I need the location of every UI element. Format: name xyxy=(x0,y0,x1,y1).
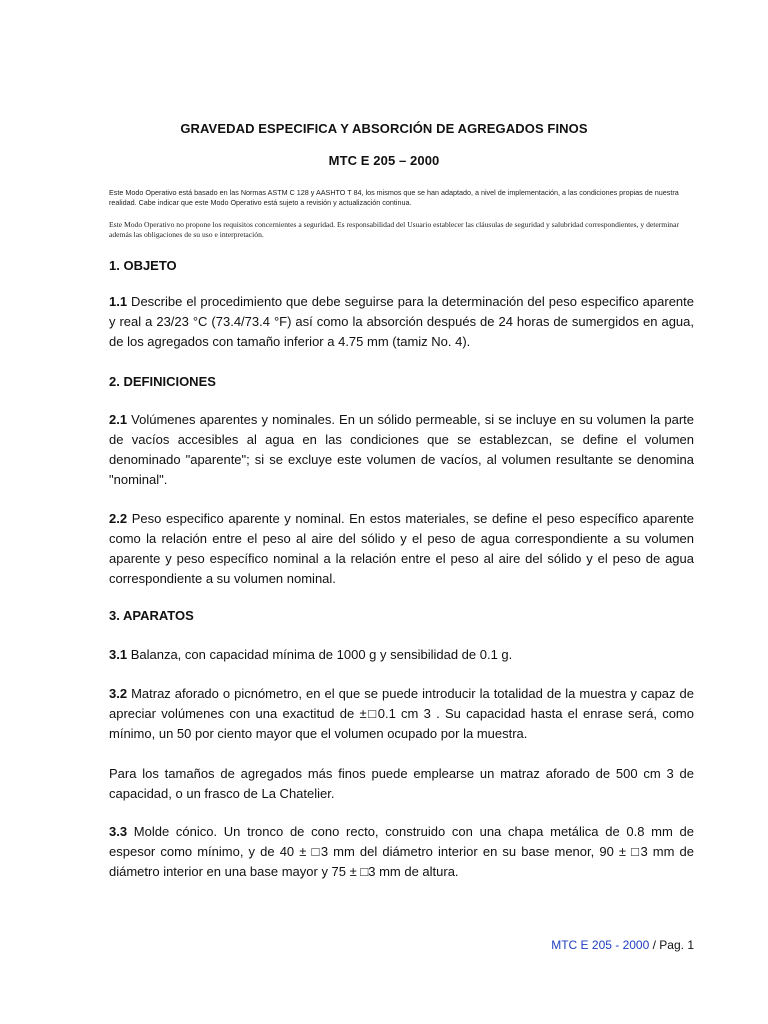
paragraph-number: 3.2 xyxy=(109,686,128,701)
paragraph-text: Peso especifico aparente y nominal. En estos materiales, se define el peso específico aparente como la relación entre el peso al aire del sólido y el peso de agua correspondiente a su volumen aparente y peso específico nominal a la relación entre el peso al aire del sólido y el peso de agua correspondiente a su volumen nominal. xyxy=(109,511,694,586)
section-3-heading: 3. APARATOS xyxy=(109,608,194,623)
paragraph-text: Matraz aforado o picnómetro, en el que se puede introducir la totalidad de la muestra y capaz de apreciar volúmenes con una exactitud de ±□0.1 cm 3 . Su capacidad hasta el enrase será, como mínimo, un 50 por ciento mayor que el volumen ocupado por la muestra. xyxy=(109,686,694,741)
scope-note: Este Modo Operativo está basado en las Normas ASTM C 128 y AASHTO T 84, los mismos que se han adaptado, a nivel de implementación, a las condiciones propias de nuestra realidad. Cabe indicar que este Modo Operativo está sujeto a revisión y actualización continua. xyxy=(109,188,679,207)
paragraph-number: 3.1 xyxy=(109,647,128,662)
paragraph-3-3 xyxy=(109,822,694,882)
document-code: MTC E 205 – 2000 xyxy=(328,153,440,168)
paragraph-2-2 xyxy=(109,509,694,589)
paragraph-number: 1.1 xyxy=(109,294,128,309)
footer-separator: / xyxy=(649,938,660,952)
page-footer xyxy=(551,938,694,952)
paragraph-3-2-continued: Para los tamaños de agregados más finos puede emplearse un matraz aforado de 500 cm 3 de capacidad, o un frasco de La Chatelier. xyxy=(109,766,694,801)
paragraph-number: 2.1 xyxy=(109,412,128,427)
paragraph-2-1 xyxy=(109,410,694,490)
paragraph-number: 2.2 xyxy=(109,511,128,526)
section-1-heading: 1. OBJETO xyxy=(109,258,177,273)
paragraph-3-1 xyxy=(109,645,694,665)
paragraph-3-2 xyxy=(109,684,694,744)
paragraph-text: Describe el procedimiento que debe seguirse para la determinación del peso especifico aparente y real a 23/23 °C (73.4/73.4 °F) así como la absorción después de 24 horas de sumergidos en agua, de los agregados con tamaño inferior a 4.75 mm (tamiz No. 4). xyxy=(109,294,694,349)
section-2-heading: 2. DEFINICIONES xyxy=(109,374,216,389)
footer-page-number: Pag. 1 xyxy=(659,938,694,952)
footer-code: MTC E 205 - 2000 xyxy=(551,938,650,952)
paragraph-number: 3.3 xyxy=(109,824,128,839)
safety-note: Este Modo Operativo no propone los requisitos concernientes a seguridad. Es responsabilidad del Usuario establecer las cláusulas de seguridad y salubridad correspondientes, y determinar además las obligaciones de su uso e interpretación. xyxy=(109,220,679,239)
paragraph-text: Balanza, con capacidad mínima de 1000 g y sensibilidad de 0.1 g. xyxy=(127,647,513,662)
document-title: GRAVEDAD ESPECIFICA Y ABSORCIÓN DE AGREGADOS FINOS xyxy=(180,121,588,136)
paragraph-text: Molde cónico. Un tronco de cono recto, construido con una chapa metálica de 0.8 mm de espesor como mínimo, y de 40 ± □3 mm del diámetro interior en su base menor, 90 ± □3 mm de diámetro interior en una base mayor y 75 ± □3 mm de altura. xyxy=(109,824,694,879)
paragraph-text: Volúmenes aparentes y nominales. En un sólido permeable, si se incluye en su volumen la parte de vacíos accesibles al agua en las condiciones que se establezcan, se define el volumen denominado "aparente"; si se excluye este volumen de vacíos, al volumen resultante se denomina "nominal". xyxy=(109,412,694,487)
paragraph-1-1 xyxy=(109,292,694,352)
